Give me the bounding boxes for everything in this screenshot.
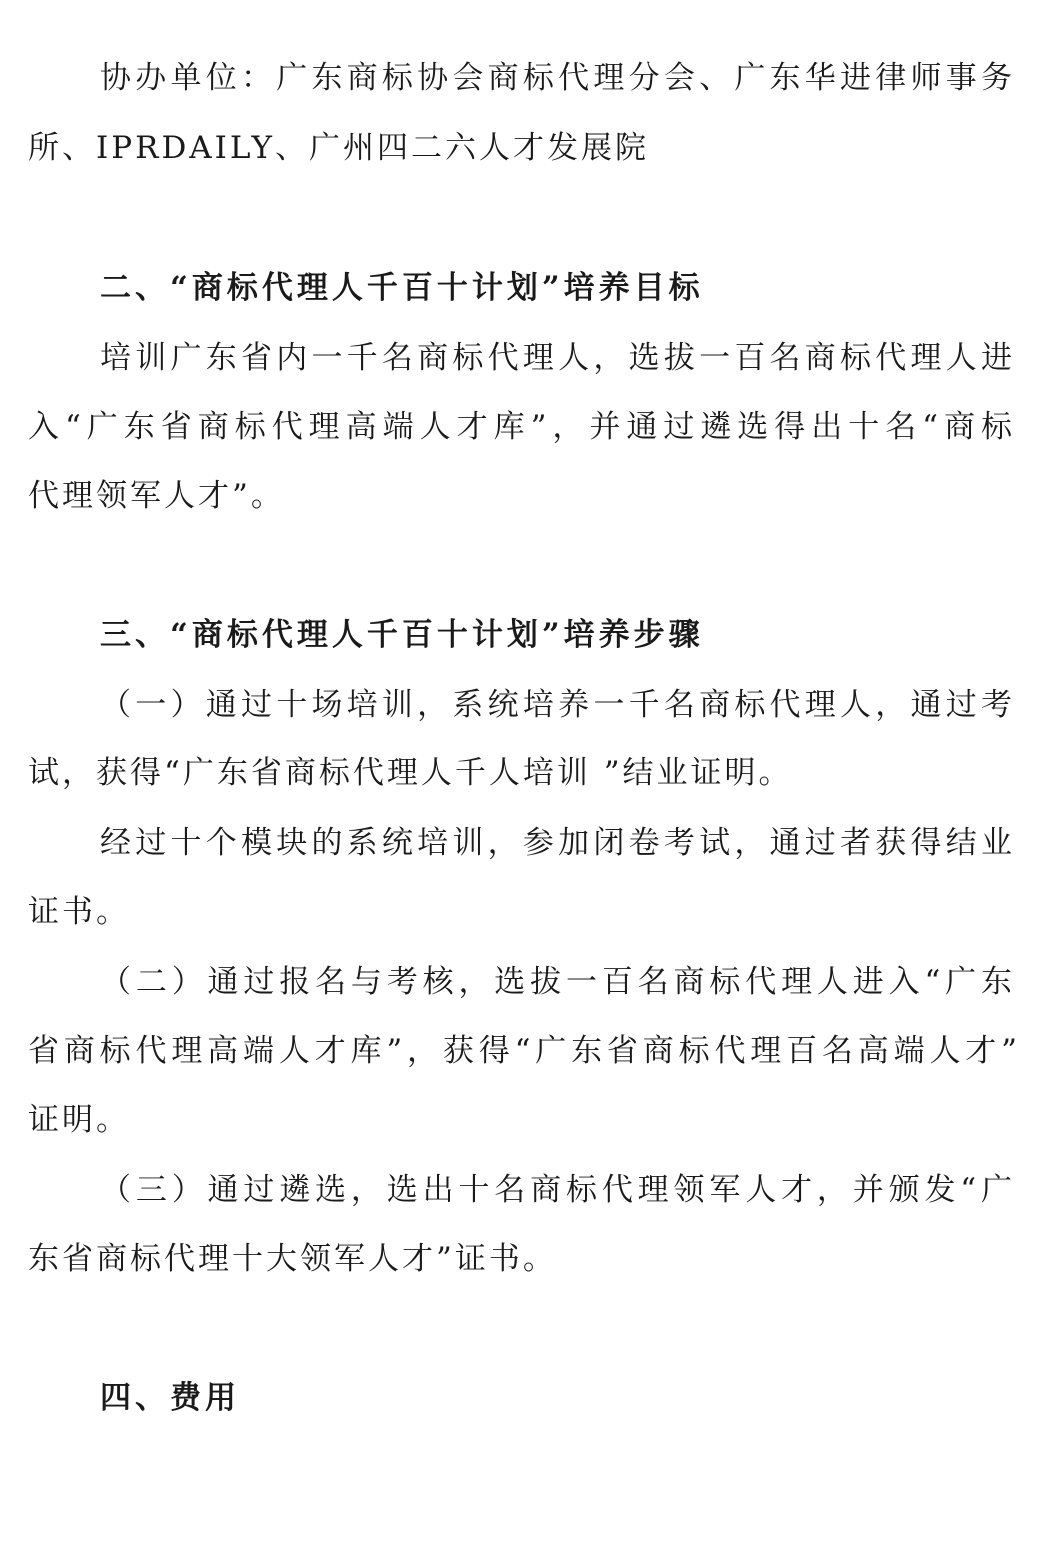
section-3-step-1-line-1: （一）通过十场培训，系统培养一千名商标代理人，通过考 [100, 687, 1015, 723]
section-3-heading: 三、“商标代理人千百十计划”培养步骤 [100, 617, 704, 653]
section-3-step-3-line-2: 东省商标代理十大领军人才”证书。 [28, 1241, 557, 1277]
section-2-paragraph-line-2: 入“广东省商标代理高端人才库”，并通过遴选得出十名“商标 [28, 409, 1015, 445]
section-2-paragraph-line-3: 代理领军人才”。 [28, 478, 285, 514]
section-4-heading: 四、费用 [100, 1380, 240, 1416]
section-3-step-1-line-2: 试，获得“广东省商标代理人千人培训 ”结业证明。 [28, 755, 793, 791]
cooperation-units-line-2: 所、IPRDAILY、广州四二六人才发展院 [28, 130, 649, 166]
section-3-step-2-line-2: 省商标代理高端人才库”，获得“广东省商标代理百名高端人才” [28, 1033, 1020, 1069]
section-3-step-2-line-3: 证明。 [28, 1102, 130, 1138]
section-3-step-2-line-1: （二）通过报名与考核，选拔一百名商标代理人进入“广东 [100, 964, 1015, 1000]
section-2-paragraph-line-1: 培训广东省内一千名商标代理人，选拔一百名商标代理人进 [100, 340, 1015, 376]
section-3-step-1-detail-line-2: 证书。 [28, 894, 130, 930]
cooperation-units-line-1: 协办单位：广东商标协会商标代理分会、广东华进律师事务 [100, 60, 1015, 96]
section-3-step-3-line-1: （三）通过遴选，选出十名商标代理领军人才，并颁发“广 [100, 1172, 1015, 1208]
section-2-heading: 二、“商标代理人千百十计划”培养目标 [100, 270, 704, 306]
section-3-step-1-detail-line-1: 经过十个模块的系统培训，参加闭卷考试，通过者获得结业 [100, 825, 1015, 861]
